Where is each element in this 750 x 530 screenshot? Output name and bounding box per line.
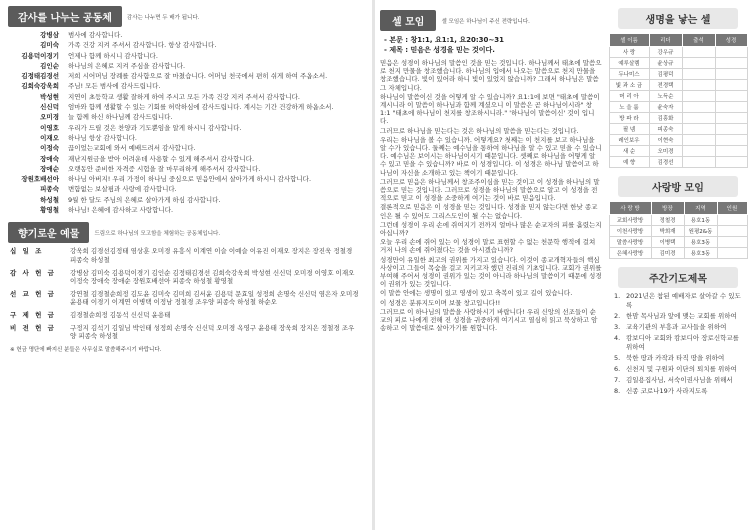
table-cell [715,157,747,168]
sermon-paragraph: 결론적으로 믿음은 이 성경을 믿는 것입니다. 성경을 믿지 않는다면 한낮 종교인은 될 수 있어도 그리스도인이 될 수는 없습니다. [380,203,598,220]
table-row [609,47,747,58]
offering-label: 감 사 헌 금 [10,268,56,277]
prayer-title: 주간기도제목 [618,267,738,288]
thanks-name: 오미경 [40,113,59,122]
sermon-paragraph: 하나님이 말씀이신 것을 어떻게 알 수 있습니까? 요1:1에 보면 "태초에 말씀이 계시니라 이 말씀이 하나님과 함께 계셨으니 이 말씀은 곧 하나님이시라" 창1:1 "태초에 하나님이 천지를 창조하시니라." '하나님이 말씀이신' 것이 입니다. [380,92,600,126]
table-cell [715,146,747,157]
table-cell [715,91,747,102]
table-cell [717,248,747,259]
thanks-text: 하나님의 은혜로 지켜 주심을 감사합니다. [68,61,186,70]
thanks-name: 피종숙 [40,185,59,194]
table-row [609,146,747,157]
table-cell: 머 리 아 [609,91,649,102]
offering-note: 드림으로 하나님의 모고함을 체험하는 공동체입니다. [94,230,221,237]
offering-label: 구 제 헌 금 [10,310,56,319]
thanks-name: 황영철 [40,206,59,215]
thanks-text: 하나님 항상 감사합니다. [68,133,137,142]
table-row [609,91,747,102]
thanks-title: 감사를 나누는 공동체 [8,6,122,27]
offering-row [8,269,372,286]
table-header-cell: 셀 이름 [609,34,649,47]
sermon-paragraph: 성경만이 유일한 최고의 권위를 가지고 있습니다. 이것이 종교개혁자들의 핵심 사상이고 그들이 목숨을 걸고 지키고자 했던 진리의 기초입니다. 교회가 권위를 부여해 주어서 성경이 권위가 있는 것이 아니라 하나님의 말씀이기 때문에 성경이 권위가 있는 것입니다. [380,255,602,289]
prayer-item [614,376,744,385]
thanks-text: 저희 시어머님 장례를 감사함으로 잘 마쳤습니다. 어머님 천국에서 편히 쉬게 하여 주옵소서. [68,72,328,81]
thanks-text: 언제나 함께 하시니 감사합니다. [68,51,158,60]
sermon-paragraph: 이 말씀 안에는 생명이 있고 영생이 있고 축복이 있고 길이 있습니다. [380,289,573,298]
table-cell: 노득순 [649,91,682,102]
prayer-text: 신천지 및 구원파 이단의 퇴치를 위하여 [626,365,737,373]
middle-panel [380,0,602,530]
thanks-row [8,113,372,121]
thanks-text: 주님! 모든 범사에 감사드립니다. [68,82,161,91]
thanks-text: 끊이었는교회에 와서 예배드려서 감사합니다. [68,144,196,153]
table-cell [715,102,747,113]
prayer-number: 8. [614,387,621,395]
table-cell: 예루살렘 [609,58,649,69]
table-cell: 말씀사랑방 [609,237,651,248]
table-header-cell: 리더 [649,34,682,47]
table-row [609,124,747,135]
thanks-row [8,165,372,173]
thanks-text: 9월 한 달도 주님의 은혜로 살아가게 하심 감사합니다. [68,195,221,204]
prayer-item [614,365,744,374]
thanks-name: 이정숙 [40,144,59,153]
thanks-name: 박성현 [40,92,59,101]
thanks-note: 감사는 나누면 두 배가 됩니다. [126,14,200,21]
table-cell [682,113,715,124]
left-panel [0,0,372,530]
offering-label: 십 일 조 [10,247,44,256]
prayer-item [614,312,744,321]
scripture-line: - 본문 : 창1:1, 요1:1, 요20:30~31 [384,36,504,44]
table-cell: 오미경 [649,146,682,157]
table-row [609,135,747,146]
table-cell [715,47,747,58]
table-row [609,237,747,248]
prayer-number: 5. [614,354,621,362]
table-cell [682,102,715,113]
table-cell: 용호1동 [684,215,717,226]
prayer-number: 4. [614,334,621,342]
topic-line: - 제목 : 믿음은 성경을 믿는 것이다. [384,46,495,54]
cell-group-table [609,33,748,168]
prayer-number: 3. [614,323,621,331]
thanks-name: 장원호배선아 [21,175,59,184]
table-cell [682,69,715,80]
table-cell: 이천사랑방 [609,226,651,237]
table-cell: 정철경 [651,215,684,226]
table-cell [715,135,747,146]
table-header-cell: 방장 [651,202,684,215]
table-cell: 방 파 라 [609,113,649,124]
thanks-name: 이재오 [40,133,59,142]
table-cell: 원평2&동 [684,226,717,237]
table-cell [682,91,715,102]
table-cell: 강우규 [649,47,682,58]
table-cell [715,80,747,91]
table-header-cell: 출석 [682,34,715,47]
sermon-paragraph: 그러므로 하나님을 믿는다는 것은 하나님의 말씀을 믿는다는 것입니다. [380,126,579,135]
thanks-text: 범사에 감사합니다. [68,31,123,39]
table-cell: 윤숙자 [649,102,682,113]
thanks-row [8,82,372,90]
table-cell: 이현숙 [649,135,682,146]
table-cell [682,80,715,91]
thanks-row [8,41,372,49]
thanks-row [8,185,372,193]
thanks-text: 오랫동안 준비한 자격증 시험을 잘 마무리하게 해주셔서 감사합니다. [68,164,261,173]
table-cell: 빛 과 소 금 [609,80,649,91]
table-cell: 용호3동 [684,248,717,259]
thanks-name: 김희숙강욱희 [21,82,59,91]
table-cell: 예 향 [609,157,649,168]
table-row [609,80,747,91]
table-cell: 사 랑 [609,47,649,58]
table-cell: 이병택 [651,237,684,248]
thanks-name: 김인순 [40,61,59,70]
thanks-text: 하나님 아버지! 우리 가정이 하나님 중심으로 믿음안에서 살아가게 하시니 감사합니다. [68,175,312,184]
prayer-item [614,334,744,352]
table-cell: 피종숙 [649,124,682,135]
thanks-row [8,196,372,204]
thanks-name: 장애숙 [40,154,59,163]
thanks-text: 가족 건강 지켜 주셔서 감사합니다. 항상 감사합니다. [68,41,217,50]
prayer-item [614,323,744,332]
table-row [609,69,747,80]
prayer-text: 2021년은 참된 예배자로 살아갈 수 있도록 [626,292,741,309]
prayer-text: 북한 땅과 카작과 타직 땅을 위하여 [626,354,725,362]
table-cell [715,124,747,135]
house-group-title: 사랑방 모임 [618,176,738,197]
offering-header [8,222,372,243]
thanks-name: 하성철 [40,195,59,204]
sermon-paragraph: 이 성경은 분류지도이며 보물 창고입니다!! [380,298,501,307]
sermon-body [380,59,602,333]
table-cell [682,135,715,146]
prayer-text: 김일용집사님, 서숙이권사님을 위해서 [626,376,733,384]
offering-names: 강욱희 김경선김정태 염상훈 오미경 유흥식 이계연 이슬 이예슬 이유진 이재오 장지은 장진욱 정철경 피종숙 하성철 [70,247,353,264]
thanks-text: 재난지원금을 받아 어려운데 사용할 수 있게 해주셔서 감사합니다. [68,154,255,163]
prayer-text: 교육기관의 부흥과 교사들을 위하여 [626,323,727,331]
table-cell: 윤상규 [649,58,682,69]
table-cell: 노 을 룸 [609,102,649,113]
house-table-header [609,202,747,215]
table-cell [682,157,715,168]
offering-row [8,311,372,320]
offering-names: 김경철순희정 김동석 신신덕 윤용태 [70,310,171,319]
thanks-name: 김용덕이경기 [21,51,59,60]
offering-label: 비 전 헌 금 [10,323,56,332]
table-cell: 필 넴 [609,124,649,135]
table-cell [682,124,715,135]
table-cell [717,215,747,226]
thanks-row [8,31,372,39]
page-divider [372,0,375,530]
thanks-text: 늘 함께 하신 하나님께 감사드립니다. [68,113,173,122]
table-cell: 김평덕 [649,69,682,80]
table-cell: 교회사랑방 [609,215,651,226]
thanks-row [8,134,372,142]
table-cell: 두나미스 [609,69,649,80]
thanks-row [8,206,372,214]
prayer-number: 6. [614,365,621,373]
offering-title: 향기로운 예물 [8,222,89,243]
thanks-name: 김미숙 [40,41,59,50]
prayer-text: 캄보디아 교회와 캄보디아 장로신학교를 위하여 [626,334,739,351]
thanks-row [8,124,372,132]
prayer-item [614,354,744,363]
thanks-row [8,144,372,152]
table-cell: 새 순 [609,146,649,157]
table-cell: 김흥화 [649,113,682,124]
thanks-row [8,103,372,111]
cell-meeting-title: 셀 모임 [380,10,436,31]
table-header-cell: 사 랑 방 [609,202,651,215]
sermon-paragraph: 오늘 우리 손에 쥐어 있는 이 성경이 말로 표현할 수 없는 천문학 행적에 걸쳐 거저 나의 손에 쥐어졌다는 것을 아시겠습니까? [380,238,596,255]
table-row [609,157,747,168]
table-row [609,215,747,226]
table-row [609,248,747,259]
table-cell [715,69,747,80]
offering-row [8,324,372,341]
prayer-text: 신종 코로나19가 사라지도록 [626,387,708,395]
thanks-row [8,62,372,70]
sermon-paragraph: 그러므로 이 하나님의 말씀을 사랑하시기 바랍니다! 우리 신앙의 선조들이 순교의 피로 나에게 전해 진 성경을 귀중하게 여기시고 열심히 읽고 묵상하고 암송하고 이 말씀대로 살아가기를 원합니다. [380,307,598,333]
table-cell: 박희재 [651,226,684,237]
offering-row [8,247,372,264]
thanks-row [8,155,372,163]
prayer-list [614,292,744,396]
prayer-number: 7. [614,376,621,384]
thanks-row [8,52,372,60]
table-cell [682,58,715,69]
table-cell: 김미경 [651,248,684,259]
table-cell: 레인보우 [609,135,649,146]
cell-meeting-note: 셀 모임은 하나님이 주신 전략입니다. [441,18,530,25]
table-cell [682,47,715,58]
offering-label: 선 교 헌 금 [10,289,56,298]
offering-list [0,247,372,340]
table-row [609,226,747,237]
thanks-row [8,93,372,101]
table-row [609,102,747,113]
cell-meeting-header [380,10,602,31]
table-cell [717,237,747,248]
offering-names: 강연철 김경철순희정 김도윤 김미숙 김미희 김서윤 김용덕 문효일 성정희 손명숙 신신덕 염은자 오미경 윤용태 이경기 이계연 이병택 이정남 정철경 조우양 피종숙 하성철 하순오 [70,289,359,307]
prayer-item [614,387,744,396]
thanks-name: 이영호 [40,123,59,132]
sermon-paragraph: 믿음은 성경이 하나님의 말씀인 것을 믿는 것입니다. 하나님께서 태초에 말씀으로 천지 만물을 창조했습니다. 하나님의 입에서 나오는 말씀으로 천지 만물을 창조했습니다. 빛이 있어라 하니 빛이 있었지 않습니까? 그래서 하나님은 말씀 그 자체입니다. [380,59,602,92]
cell-group-title: 생명을 낳는 셀 [618,8,738,29]
house-group-table [609,201,748,259]
cell-table-header [609,34,747,47]
table-cell: 김경선 [649,157,682,168]
prayer-number: 2. [614,312,621,320]
thanks-text: 우리가 드릴 것은 찬양과 기도뿐임을 알게 하시니 감사합니다. [68,123,242,132]
offering-names: 구정지 김석기 김일님 박인태 성정희 손명숙 신신덕 오미경 옥영구 윤용태 장욱희 장지은 정철경 조우양 피종숙 하성철 [70,323,355,341]
prayer-item [614,292,744,310]
prayer-number: 1. [614,292,621,300]
table-cell [717,226,747,237]
table-header-cell: 성경 [715,34,747,47]
sermon-paragraph: 그런데 성경이 우리 손에 쥐여지기 전까지 얼마나 많은 순교자의 피를 흘렸는지 아십니까? [380,220,602,238]
thanks-name: 장애순 [40,164,59,173]
right-panel [606,0,750,530]
table-cell [682,146,715,157]
table-cell: 용호3동 [684,237,717,248]
table-cell: 은혜사랑방 [609,248,651,259]
thanks-name: 강병삼 [40,31,59,39]
table-header-cell: 지역 [684,202,717,215]
table-row [609,58,747,69]
thanks-header [8,6,372,27]
thanks-name: 신신덕 [40,103,59,112]
thanks-row [8,72,372,80]
offering-row [8,290,372,307]
offering-names: 강병삼 김미숙 김용덕이경기 김인순 김정태김경선 김희숙강욱희 박성현 신신덕 오미경 이영호 이재오 이정숙 장애숙 장애순 장원호배선아 피종숙 하성철 황영철 [70,268,355,286]
table-row [609,113,747,124]
offering-footnote: ※ 헌금 명단에 빠지신 분들은 사무실로 말씀해주시기 바랍니다. [10,346,162,353]
sermon-paragraph: 그러므로 믿음은 하나님께서 창조주이심을 믿는 것이고 이 성경을 하나님의 말씀으로 믿는 것입니다. 그러므로 성경을 하나님의 말씀으로 알고 이 성경을 전적으로 믿고 이 성경을 소중하게 여기는 것이 바로 믿음입니다. [380,177,600,203]
thanks-text: 엄마와 함께 생활할 수 있는 기회를 허락하심에 감사드립니다. 계시는 기간 건강하게 하옵소서. [68,103,334,112]
table-cell [715,58,747,69]
thanks-list [8,31,372,214]
sermon-paragraph: 우리는 하나님을 볼 수 있습니까. 어떻게요? 첫째는 이 천지를 보고 하나님을 알 수가 있습니다. 둘째는 예수님을 통하여 하나님을 알 수 있고 믿을 수 있습니다. 예수님은 보이시는 하나님이시기 때문입니다. 셋째로 하나님을 어떻게 알 수 있고 믿을 수 있습니까? 바로 이 성경입니다. 이 성경은 하나님 말씀이고 하나님이 자신을 소개하고 있는 책이기 때문입니다. [380,135,602,177]
prayer-text: 한맘 목사님과 앞에 맺는 교회를 위하여 [626,312,737,320]
thanks-name: 김정태김경선 [21,72,59,81]
table-cell [715,113,747,124]
thanks-text: 변함없는 보살핌과 사랑에 감사합니다. [68,185,177,194]
table-header-cell: 인원 [717,202,747,215]
table-cell: 전경택 [649,80,682,91]
thanks-text: 지연이 초등학교 생활 잘하게 하여 주시고 모든 가족 건강 지켜 주셔서 감사합니다. [68,92,301,101]
thanks-text: 하나님! 은혜에 감사하고 사랑합니다. [68,206,174,215]
thanks-row [8,175,372,183]
